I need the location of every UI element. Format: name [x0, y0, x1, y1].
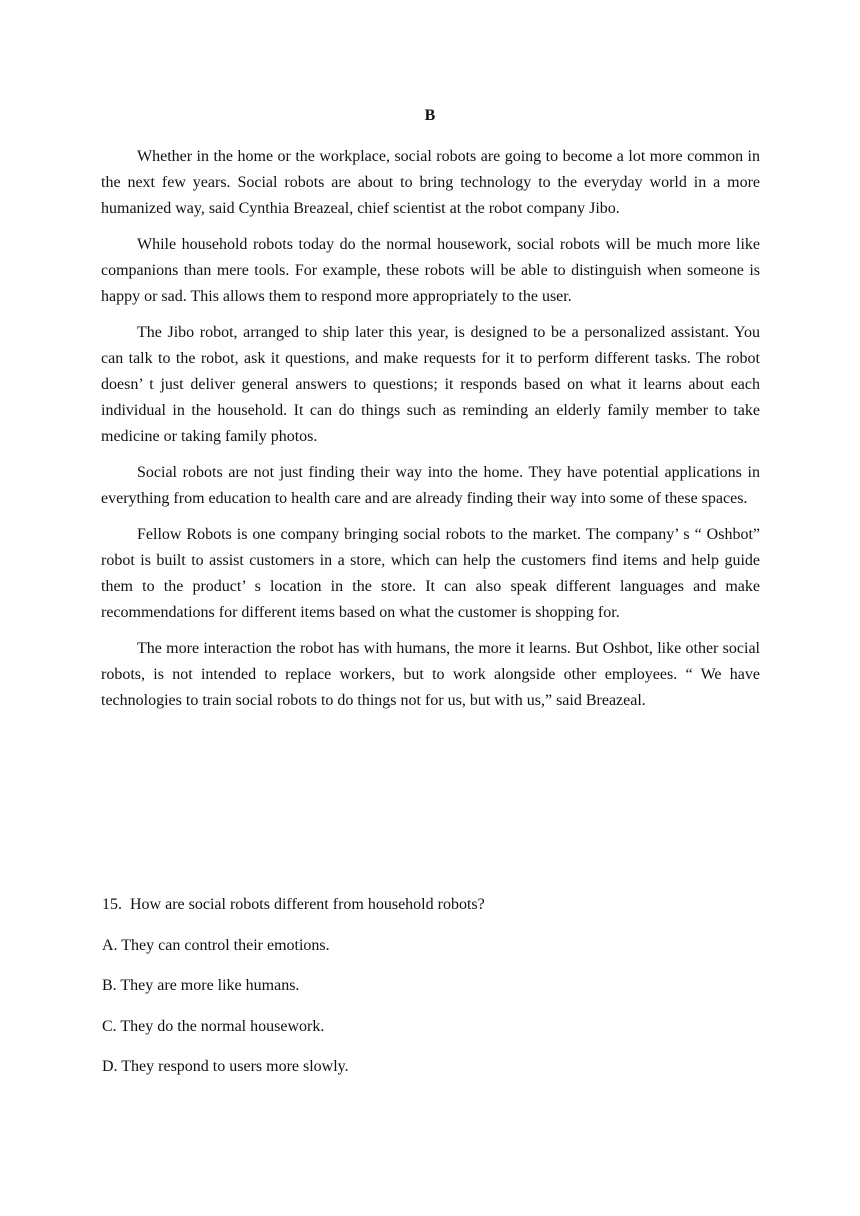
passage-paragraph: Whether in the home or the workplace, social robots are going to become a lot more common in the next few years. Social robots are about to bring technology to the everyday world in a more humanized way, said Cynthia Breazeal, chief scientist at the robot company Jibo.	[101, 148, 760, 217]
answer-option-a: A. They can control their emotions.	[102, 936, 330, 954]
section-heading: B	[424, 107, 436, 124]
answer-option-b: B. They are more like humans.	[102, 977, 300, 994]
passage-paragraph: Social robots are not just finding their way into the home. They have potential applications in everything from education to health care and are already finding their way into some of these spaces.	[101, 464, 760, 507]
passage-paragraph: The more interaction the robot has with humans, the more it learns. But Oshbot, like other social robots, is not intended to replace workers, but to work alongside other employees. “ We have technologies to train social robots to do things not for us, but with us,” said Breazeal.	[101, 640, 760, 709]
question-text: How are social robots different from household robots?	[130, 896, 485, 913]
answer-option-d: D. They respond to users more slowly.	[102, 1058, 349, 1075]
question-stem	[102, 892, 760, 933]
reading-passage	[101, 144, 760, 724]
question-block	[102, 892, 760, 1095]
answer-option-c: C. They do the normal housework.	[102, 1017, 325, 1035]
passage-paragraph: The Jibo robot, arranged to ship later this year, is designed to be a personalized assistant. You can talk to the robot, ask it questions, and make requests for it to perform different tasks. The robot doesn’ t just deliver general answers to questions; it responds based on what it learns about each individual in the household. It can do things such as reminding an elderly family member to take medicine or taking family photos.	[101, 324, 760, 445]
question-number: 15.	[102, 896, 122, 913]
passage-paragraph: While household robots today do the normal housework, social robots will be much more like companions than mere tools. For example, these robots will be able to distinguish when someone is happy or sad. This allows them to respond more appropriately to the user.	[101, 236, 760, 305]
passage-paragraph: Fellow Robots is one company bringing social robots to the market. The company’ s “ Oshbot” robot is built to assist customers in a store, which can help the customers find items and help guide them to the product’ s location in the store. It can also speak different languages and make recommendations for different items based on what the customer is shopping for.	[101, 526, 760, 621]
